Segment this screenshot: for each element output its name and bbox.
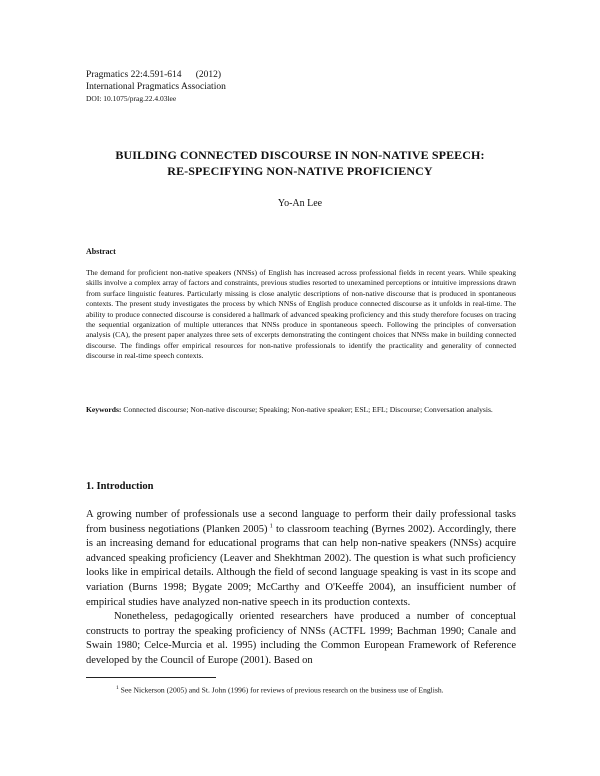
footnote-text: See Nickerson (2005) and St. John (1996) for reviews of previous research on the business use of English. [120, 685, 444, 695]
section-heading-introduction: 1. Introduction [86, 481, 154, 492]
keywords [86, 405, 516, 415]
abstract-heading: Abstract [86, 247, 116, 256]
abstract-text: The demand for proficient non-native speakers (NNSs) of English has increased across professional fields in recent years. While speaking skills involve a complex array of factors and constraints, previous studies resorted to unexamined perceptions or intuitive impressions drawn from surface linguistic features. Particularly missing is close analytic descriptions of non-native discourse that is produced in spontaneous contexts. The present study investigates the process by which NNSs of English produce connected discourse as it unfolds in real-time. The ability to produce connected discourse is considered a hallmark of advanced speaking proficiency and this study therefore focuses on tracing the sequential organization of multiple utterances that NNSs produce in spontaneous speech. Following the principles of conversation analysis (CA), the present paper analyzes three sets of excerpts demonstrating the contingent choices that NNSs make in building connected discourse. The findings offer empirical resources for non-native professionals to identify the practicality and generality of connected discourse in real-time speech contexts. [86, 268, 516, 361]
paragraph-1-part-b: to classroom teaching (Byrnes 2002). Accordingly, there is an increasing demand for educational programs that can help non-native speakers (NNSs) acquire advanced speaking proficiency (Leaver and Shekhtman 2002). The question is what such proficiency looks like in empirical details. Although the field of second language speaking is vast in its scope and variation (Burns 1998; Bygate 2009; McCarthy and O'Keeffe 2004), an insufficient number of empirical studies have analyzed non-native speech in its production contexts. [86, 523, 516, 608]
journal-citation [86, 70, 226, 82]
footnote-reference[interactable]: 1 [269, 522, 273, 530]
paragraph-1-part-a: A growing number of professionals use a second language to perform their daily professional tasks from business negotiations (Planken 2005) [86, 509, 516, 535]
journal-year: (2012) [195, 70, 222, 80]
paragraph-1 [86, 508, 516, 610]
journal-header [86, 70, 226, 104]
paragraph-2: Nonetheless, pedagogically oriented researchers have produced a number of conceptual constructs to portray the speaking proficiency of NNSs (ACTFL 1999; Bachman 1990; Canale and Swain 1980; Celce-Murcia et al. 1995) including the Common European Framework of Reference developed by the Council of Europe (2001). Based on [86, 611, 516, 666]
journal-volume: Pragmatics 22:4.591-614 [86, 70, 182, 80]
footnote-number: 1 [116, 685, 119, 691]
paper-title [60, 148, 540, 179]
introduction-body [86, 508, 516, 669]
paper-title-line-2: RE-SPECIFYING NON-NATIVE PROFICIENCY [167, 163, 433, 178]
paper-title-line-1: BUILDING CONNECTED DISCOURSE IN NON-NATIVE SPEECH: [115, 148, 485, 162]
footnote-divider [86, 677, 216, 678]
keywords-list: Connected discourse; Non-native discourse; Speaking; Non-native speaker; ESL; EFL; Discourse; Conversation analysis. [123, 405, 493, 414]
doi: DOI: 10.1075/prag.22.4.03lee [86, 94, 177, 103]
keywords-label: Keywords: [86, 405, 122, 414]
footnote [86, 683, 516, 696]
journal-association: International Pragmatics Association [86, 81, 226, 92]
author-name: Yo-An Lee [277, 198, 323, 209]
